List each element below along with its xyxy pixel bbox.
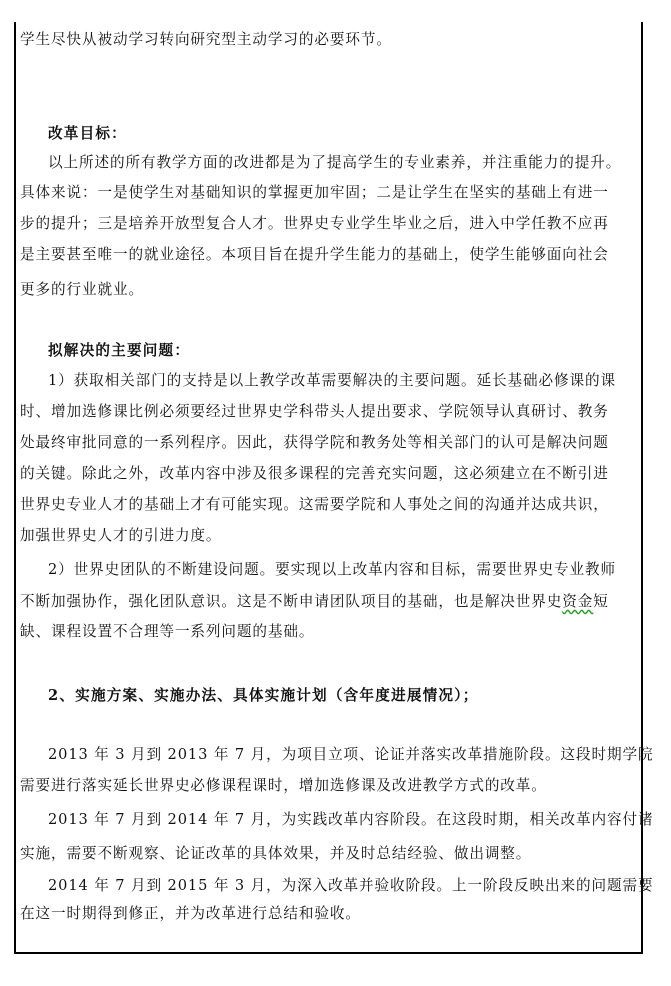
plan-line: 在这一时期得到修正，并为改革进行总结和验收。 — [20, 905, 361, 922]
goals-line: 具体来说：一是使学生对基础知识的掌握更加牢固；二是让学生在坚实的基础上有进一 — [20, 184, 609, 201]
goals-heading: 改革目标： — [48, 125, 127, 142]
problem-1-line: 世界史专业人才的基础上才有可能实现。这需要学院和人事处之间的沟通并达成共识， — [20, 496, 609, 513]
problem-1-line: 的关键。除此之外，改革内容中涉及很多课程的完善充实问题，这必须建立在不断引进 — [20, 465, 609, 482]
plan-line: 2014 年 7 月到 2015 年 3 月，为深入改革并验收阶段。上一阶段反映出来的问题需要 — [48, 877, 654, 894]
problem-2-line-with-mark — [20, 592, 609, 612]
goals-line: 是主要甚至唯一的就业途径。本项目旨在提升学生能力的基础上，使学生能够面向社会 — [20, 246, 609, 263]
problem-1-line: 处最终审批同意的一系列程序。因此，获得学院和教务处等相关部门的认可是解决问题 — [20, 434, 609, 451]
problem-2-line: 缺、课程设置不合理等一系列问题的基础。 — [20, 623, 315, 640]
plan-line: 实施，需要不断观察、论证改革的具体效果，并及时总结经验、做出调整。 — [20, 845, 532, 862]
problem-2-line: 2）世界史团队的不断建设问题。要实现以上改革内容和目标，需要世界史专业教师 — [48, 561, 616, 578]
problem-1-line: 时、增加选修课比例必须要经过世界史学科带头人提出要求、学院领导认真研讨、教务 — [20, 403, 609, 420]
goals-line: 步的提升；三是培养开放型复合人才。世界史专业学生毕业之后，进入中学任教不应再 — [20, 215, 609, 232]
problems-heading: 拟解决的主要问题： — [48, 342, 191, 359]
problem-2-text: 不断加强协作，强化团队意识。这是不断申请团队项目的基础，也是解决世界史 — [20, 593, 563, 610]
problem-1-line: 加强世界史人才的引进力度。 — [20, 527, 222, 544]
goals-line: 更多的行业就业。 — [20, 281, 144, 298]
problem-2-text: 短 — [593, 593, 609, 610]
plan-line: 2013 年 7 月到 2014 年 7 月，为实践改革内容阶段。在这段时期，相关改革内容付诸 — [48, 811, 654, 828]
spellcheck-underline: 资金 — [562, 593, 594, 610]
intro-line: 学生尽快从被动学习转向研究型主动学习的必要环节。 — [20, 31, 392, 48]
goals-line: 以上所述的所有教学方面的改进都是为了提高学生的专业素养，并注重能力的提升。 — [48, 154, 622, 171]
problem-1-line: 1）获取相关部门的支持是以上教学改革需要解决的主要问题。延长基础必修课的课 — [48, 372, 616, 389]
plan-line: 2013 年 3 月到 2013 年 7 月，为项目立项、论证并落实改革措施阶段。这段时期学院 — [48, 746, 654, 763]
plan-line: 需要进行落实延长世界史必修课程课时，增加选修课及改进教学方式的改革。 — [20, 777, 547, 794]
plan-heading: 2、实施方案、实施办法、具体实施计划（含年度进展情况）； — [48, 687, 479, 704]
